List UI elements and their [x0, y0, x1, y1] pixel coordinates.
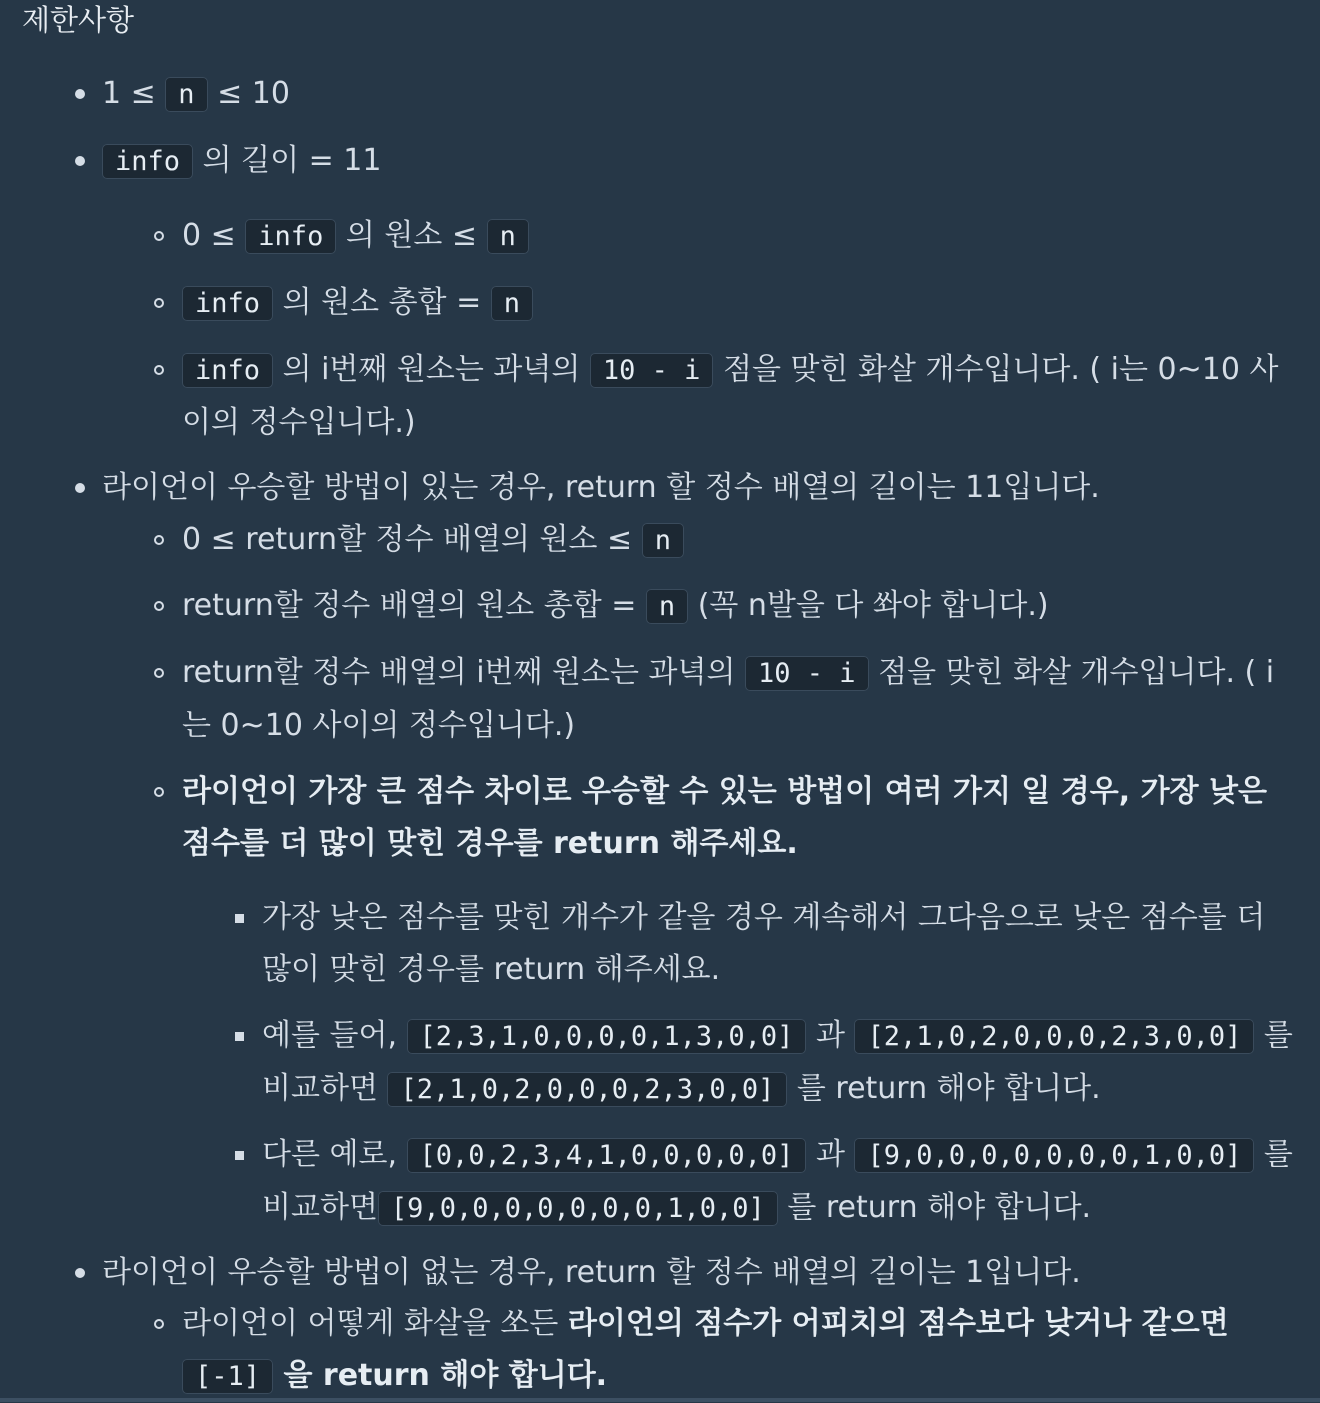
constraint-info-length: info 의 길이 = 11 — [102, 135, 1302, 188]
constraint-win-return-length: 라이언이 우승할 방법이 있는 경우, return 할 정수 배열의 길이는 11입니다. — [102, 462, 1302, 514]
constraint-info-sum: info 의 원소 총합 = n — [182, 277, 1302, 330]
constraint-return-minus-one: 라이언이 어떻게 화살을 쏘든 라이언의 점수가 어피치의 점수보다 낮거나 같으면 [-1] 을 return 해야 합니다. — [182, 1298, 1302, 1403]
constraint-info-ith-element: info 의 i번째 원소는 과녁의 10 - i 점을 맞힌 화살 개수입니다. ( i는 0~10 사이의 정수입니다.) — [182, 344, 1302, 449]
constraint-lose-return-length: 라이언이 우승할 방법이 없는 경우, return 할 정수 배열의 길이는 1입니다. — [102, 1247, 1302, 1299]
bottom-divider — [0, 1398, 1320, 1402]
section-title: 제한사항 — [22, 3, 135, 37]
bullet-disc-icon — [75, 156, 85, 166]
bullet-circle-icon — [154, 601, 164, 611]
bullet-square-icon — [235, 914, 244, 923]
constraint-tiebreak-rule: 라이언이 가장 큰 점수 차이로 우승할 수 있는 방법이 여러 가지 일 경우, 가장 낮은 점수를 더 많이 맞힌 경우를 return 해주세요. — [182, 766, 1302, 870]
constraint-return-element-range: 0 ≤ return할 정수 배열의 원소 ≤ n — [182, 514, 1302, 567]
bullet-square-icon — [235, 1032, 244, 1041]
code-info: info — [102, 144, 193, 179]
tiebreak-example-2: 다른 예로, [0,0,2,3,4,1,0,0,0,0,0] 과 [9,0,0,0,0,0,0,0,1,0,0] 를 비교하면 [9,0,0,0,0,0,0,0,1,0,0] 를 return 해야 합니다. — [262, 1129, 1302, 1235]
tiebreak-example-1: 예를 들어, [2,3,1,0,0,0,0,1,3,0,0] 과 [2,1,0,2,0,0,0,2,3,0,0] 를 비교하면 [2,1,0,2,0,0,0,2,3,0,0] 를 return 해야 합니다. — [262, 1010, 1302, 1116]
bullet-circle-icon — [154, 787, 164, 797]
bullet-circle-icon — [154, 668, 164, 678]
bullet-disc-icon — [75, 89, 85, 99]
constraint-info-element-range: 0 ≤ info 의 원소 ≤ n — [182, 210, 1302, 263]
constraint-return-ith-element: return할 정수 배열의 i번째 원소는 과녁의 10 - i 점을 맞힌 화살 개수입니다. ( i는 0~10 사이의 정수입니다.) — [182, 647, 1302, 752]
bullet-disc-icon — [75, 1268, 85, 1278]
bullet-circle-icon — [154, 365, 164, 375]
bullet-circle-icon — [154, 1319, 164, 1329]
code-n: n — [165, 77, 207, 112]
bullet-circle-icon — [154, 231, 164, 241]
bullet-square-icon — [235, 1151, 244, 1160]
bullet-circle-icon — [154, 298, 164, 308]
bullet-disc-icon — [75, 483, 85, 493]
tiebreak-detail: 가장 낮은 점수를 맞힌 개수가 같을 경우 계속해서 그다음으로 낮은 점수를 더 많이 맞힌 경우를 return 해주세요. — [262, 892, 1302, 996]
bullet-circle-icon — [154, 535, 164, 545]
constraint-return-sum: return할 정수 배열의 원소 총합 = n (꼭 n발을 다 쏴야 합니다.) — [182, 580, 1302, 633]
constraint-n-range: 1 ≤ n ≤ 10 — [102, 68, 1302, 121]
